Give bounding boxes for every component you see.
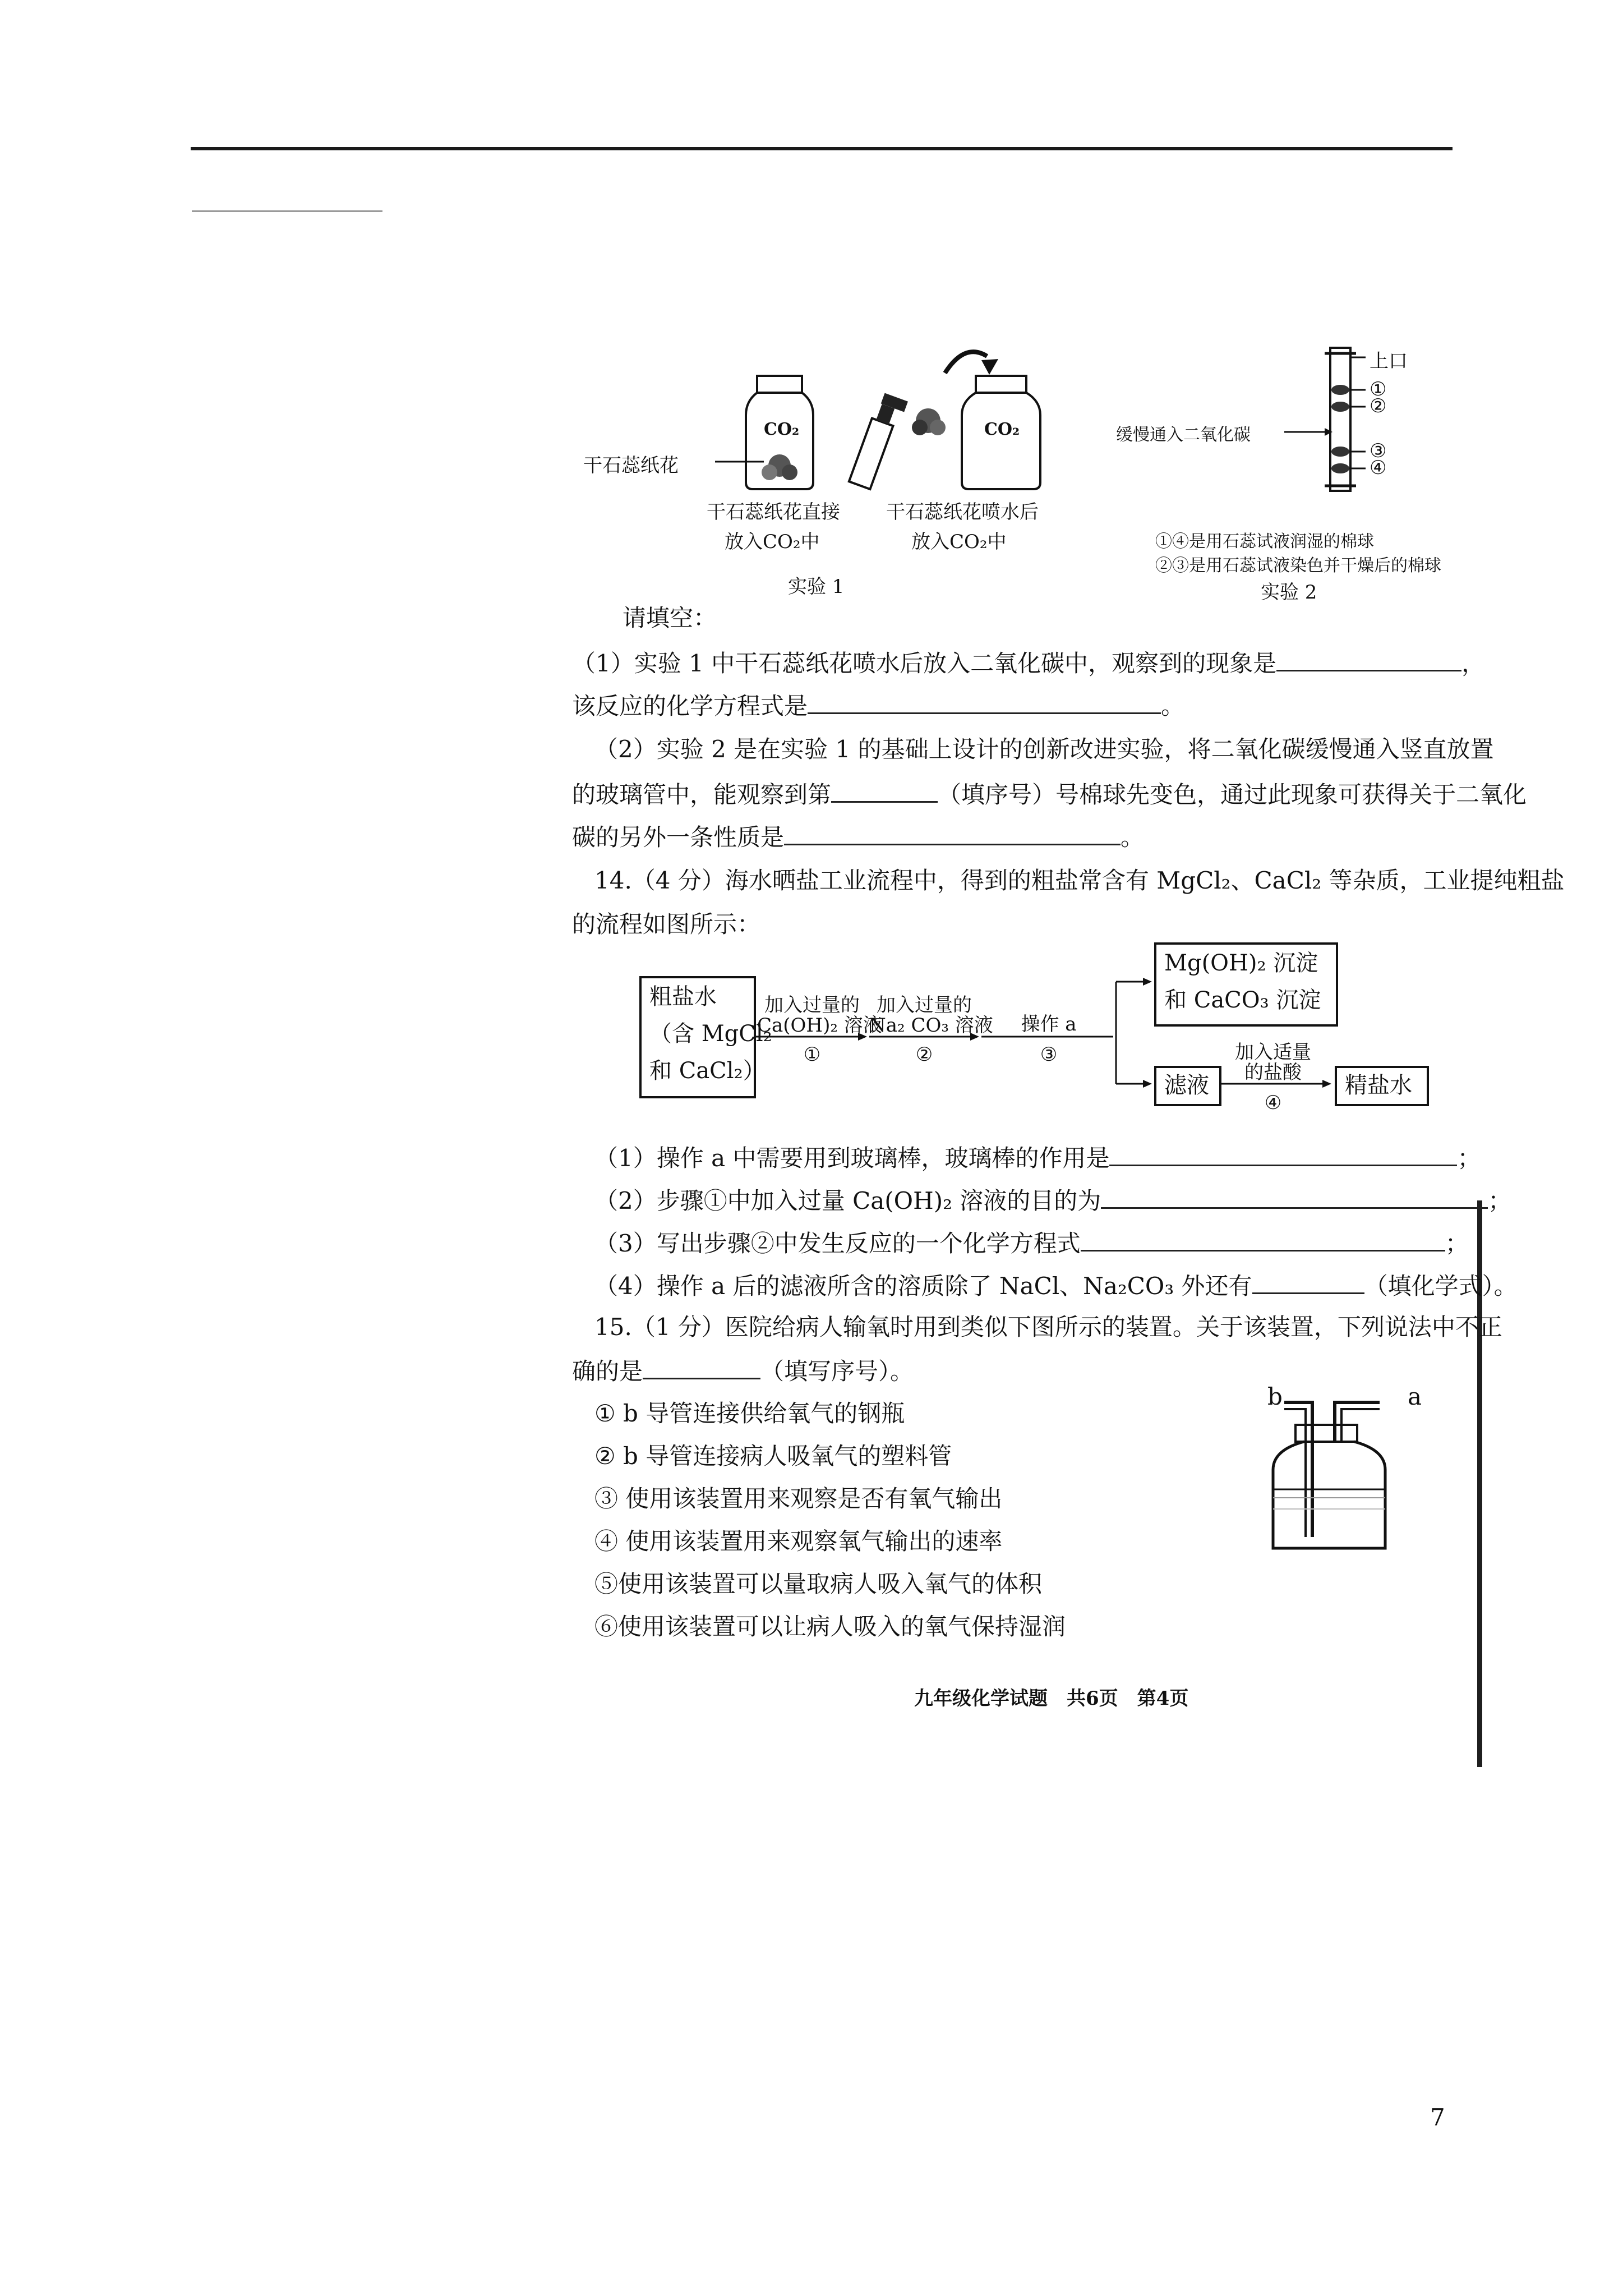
- cotton-ball-3-icon: [1331, 447, 1349, 457]
- q14-stem-line1: 14.（4 分）海水晒盐工业流程中，得到的粗盐常含有 MgCl₂、CaCl₂ 等杂质，工业提纯粗盐: [594, 867, 1565, 894]
- bottle-a-gas: CO₂: [764, 420, 800, 439]
- header-sub-rule: [192, 210, 382, 212]
- q13-part1-text: （1）实验 1 中干石蕊纸花喷水后放入二氧化碳中，观察到的现象是: [572, 650, 1277, 677]
- q13-part1-equation-label: 该反应的化学方程式是: [572, 692, 808, 720]
- q13-equation-blank[interactable]: [808, 688, 1161, 714]
- q13-part2-line2: [572, 776, 1527, 812]
- precipitate-line1: Mg(OH)₂ 沉淀: [1164, 950, 1318, 976]
- q14-sub4-blank[interactable]: [1252, 1268, 1364, 1294]
- q14-sub3-semicolon: ；: [1445, 1230, 1469, 1257]
- cotton-ball-4-icon: [1331, 463, 1349, 473]
- q15-stem-line1: 15.（1 分）医院给病人输氧时用到类似下图所示的装置。关于该装置，下列说法中不正: [594, 1313, 1502, 1341]
- q15-option-4: ④ 使用该装置用来观察氧气输出的速率: [594, 1527, 1003, 1555]
- q13-part2-period: 。: [1121, 823, 1145, 851]
- q13-part2-line3: [572, 819, 1144, 854]
- cotton-ball-1-icon: [1331, 385, 1349, 395]
- q13-part2-line1: （2）实验 2 是在实验 1 的基础上设计的创新改进实验，将二氧化碳缓慢通入竖直放置: [594, 735, 1494, 763]
- q14-sub3: [594, 1225, 1469, 1260]
- step2-number: ②: [915, 1043, 933, 1066]
- filtrate-label: 滤液: [1164, 1073, 1209, 1098]
- step3-number: ③: [1040, 1043, 1058, 1066]
- refined-brine-label: 精盐水: [1345, 1073, 1412, 1098]
- q13-part1-period: 。: [1161, 692, 1185, 720]
- q13-prompt: 请填空：: [623, 604, 717, 632]
- caption-a-line2: 放入CO₂中: [725, 531, 820, 553]
- experiment-1-drawing: [617, 325, 1066, 505]
- q14-sub4-text-b: （填化学式）。: [1364, 1272, 1518, 1300]
- q13-part2-text-a: 的玻璃管中，能观察到第: [572, 781, 832, 808]
- q14-sub2-blank[interactable]: [1101, 1182, 1488, 1209]
- experiment-2-figure: [1116, 337, 1481, 606]
- q14-sub3-text: （3）写出步骤②中发生反应的一个化学方程式: [594, 1230, 1081, 1257]
- step3-label: 操作 a: [1021, 1013, 1077, 1036]
- ball-label-2: ②: [1370, 395, 1387, 417]
- crude-brine-line3: 和 CaCl₂）: [649, 1058, 766, 1084]
- experiment-2-title: 实验 2: [1261, 581, 1317, 604]
- crude-brine-box: [639, 976, 772, 1098]
- q14-flowchart: [639, 942, 1436, 1133]
- filtrate-box: [1154, 1066, 1221, 1106]
- crude-brine-line1: 粗盐水: [649, 984, 717, 1010]
- q14-sub3-blank[interactable]: [1081, 1225, 1445, 1251]
- precipitate-box: [1154, 942, 1338, 1027]
- caption-a-line1: 干石蕊纸花直接: [707, 501, 840, 523]
- page-number: 7: [1430, 2104, 1445, 2131]
- q13-part2-text-b: （填序号）号棉球先变色，通过此现象可获得关于二氧化: [938, 781, 1527, 808]
- tube-top-label: 上口: [1370, 350, 1408, 372]
- ball-label-4: ④: [1370, 457, 1387, 479]
- gas-wash-bottle-figure: [1251, 1383, 1441, 1565]
- q15-option-2: ② b 导管连接病人吸氧气的塑料管: [594, 1442, 952, 1470]
- header-rule: [191, 147, 1453, 150]
- step1-label-reagent: Ca(OH)₂ 溶液: [757, 1014, 882, 1037]
- bottle-b-gas: CO₂: [984, 420, 1020, 439]
- step1-label-top: 加入过量的: [764, 994, 860, 1016]
- tube-b-label: b: [1267, 1383, 1283, 1410]
- q14-sub1: [594, 1140, 1481, 1175]
- curved-arrow-icon: [981, 359, 998, 375]
- q15-stem-text-b: （填写序号）。: [760, 1358, 914, 1385]
- step4-label-top: 加入适量: [1235, 1041, 1311, 1064]
- experiment-1-figure: [583, 325, 1066, 606]
- q14-sub2-text: （2）步骤①中加入过量 Ca(OH)₂ 溶液的目的为: [594, 1187, 1101, 1214]
- q14-sub4: [594, 1268, 1518, 1303]
- wet-flower-icon: [912, 408, 946, 435]
- step1-number: ①: [803, 1043, 821, 1066]
- q14-sub4-text-a: （4）操作 a 后的滤液所含的溶质除了 NaCl、Na₂CO₃ 外还有: [594, 1272, 1252, 1300]
- caption-b-line1: 干石蕊纸花喷水后: [886, 501, 1039, 523]
- q13-part2-property-label: 碳的另外一条性质是: [572, 823, 785, 851]
- experiment-1-title: 实验 1: [788, 576, 845, 598]
- q14-sub1-semicolon: ；: [1457, 1144, 1481, 1172]
- q15-option-6: ⑥使用该装置可以让病人吸入的氧气保持湿润: [594, 1613, 1066, 1640]
- precipitate-line2: 和 CaCO₃ 沉淀: [1164, 987, 1321, 1013]
- experiment-2-note-1: ①④是用石蕊试液润湿的棉球: [1155, 532, 1374, 551]
- refined-brine-box: [1335, 1066, 1429, 1106]
- q14-sub1-blank[interactable]: [1109, 1140, 1457, 1166]
- step4-number: ④: [1264, 1092, 1282, 1114]
- co2-inlet-label: 缓慢通入二氧化碳: [1116, 425, 1251, 445]
- q14-stem-line2: 的流程如图所示：: [572, 910, 761, 938]
- q15-option-1: ① b 导管连接供给氧气的钢瓶: [594, 1400, 905, 1427]
- q15-option-5: ⑤使用该装置可以量取病人吸入氧气的体积: [594, 1570, 1043, 1598]
- q13-ball-number-blank[interactable]: [831, 776, 938, 803]
- crude-brine-line2: （含 MgCl₂: [649, 1021, 772, 1047]
- ball-label-1: ①: [1370, 378, 1387, 401]
- arrow-filtrate-icon: [1143, 1080, 1152, 1088]
- flower-pointer-label: 干石蕊纸花: [583, 454, 679, 477]
- q14-sub2: [594, 1182, 1511, 1218]
- cotton-ball-2-icon: [1331, 402, 1349, 412]
- q13-property-blank[interactable]: [784, 819, 1121, 845]
- step2-label-top: 加入过量的: [877, 994, 972, 1016]
- q15-stem-text-a: 确的是: [572, 1358, 643, 1385]
- q15-option-3: ③ 使用该装置用来观察是否有氧气输出: [594, 1485, 1003, 1512]
- q14-sub1-text: （1）操作 a 中需要用到玻璃棒，玻璃棒的作用是: [594, 1144, 1110, 1172]
- caption-b-line2: 放入CO₂中: [911, 531, 1007, 553]
- q14-sub2-semicolon: ；: [1488, 1187, 1512, 1214]
- step2-label-reagent: Na₂ CO₃ 溶液: [869, 1014, 993, 1037]
- ball-label-3: ③: [1370, 440, 1387, 462]
- arrow-precipitate-icon: [1143, 978, 1152, 986]
- page-footer: 九年级化学试题 共6页 第4页: [914, 1687, 1189, 1710]
- q13-part1-comma: ，: [1461, 650, 1486, 677]
- tube-a-label: a: [1408, 1383, 1422, 1410]
- q13-part1-line1: [572, 645, 1485, 680]
- flower-icon: [762, 454, 797, 480]
- spray-bottle-icon: [849, 392, 908, 491]
- q15-answer-blank[interactable]: [643, 1353, 760, 1379]
- q13-part1-line2: [572, 688, 1184, 723]
- experiment-2-note-2: ②③是用石蕊试液染色并干燥后的棉球: [1155, 556, 1441, 576]
- step4-label-reagent: 的盐酸: [1244, 1061, 1302, 1084]
- arrow-step4-icon: [1322, 1080, 1331, 1088]
- q13-part1-answer-blank[interactable]: [1276, 645, 1461, 671]
- q15-stem-line2: [572, 1353, 914, 1388]
